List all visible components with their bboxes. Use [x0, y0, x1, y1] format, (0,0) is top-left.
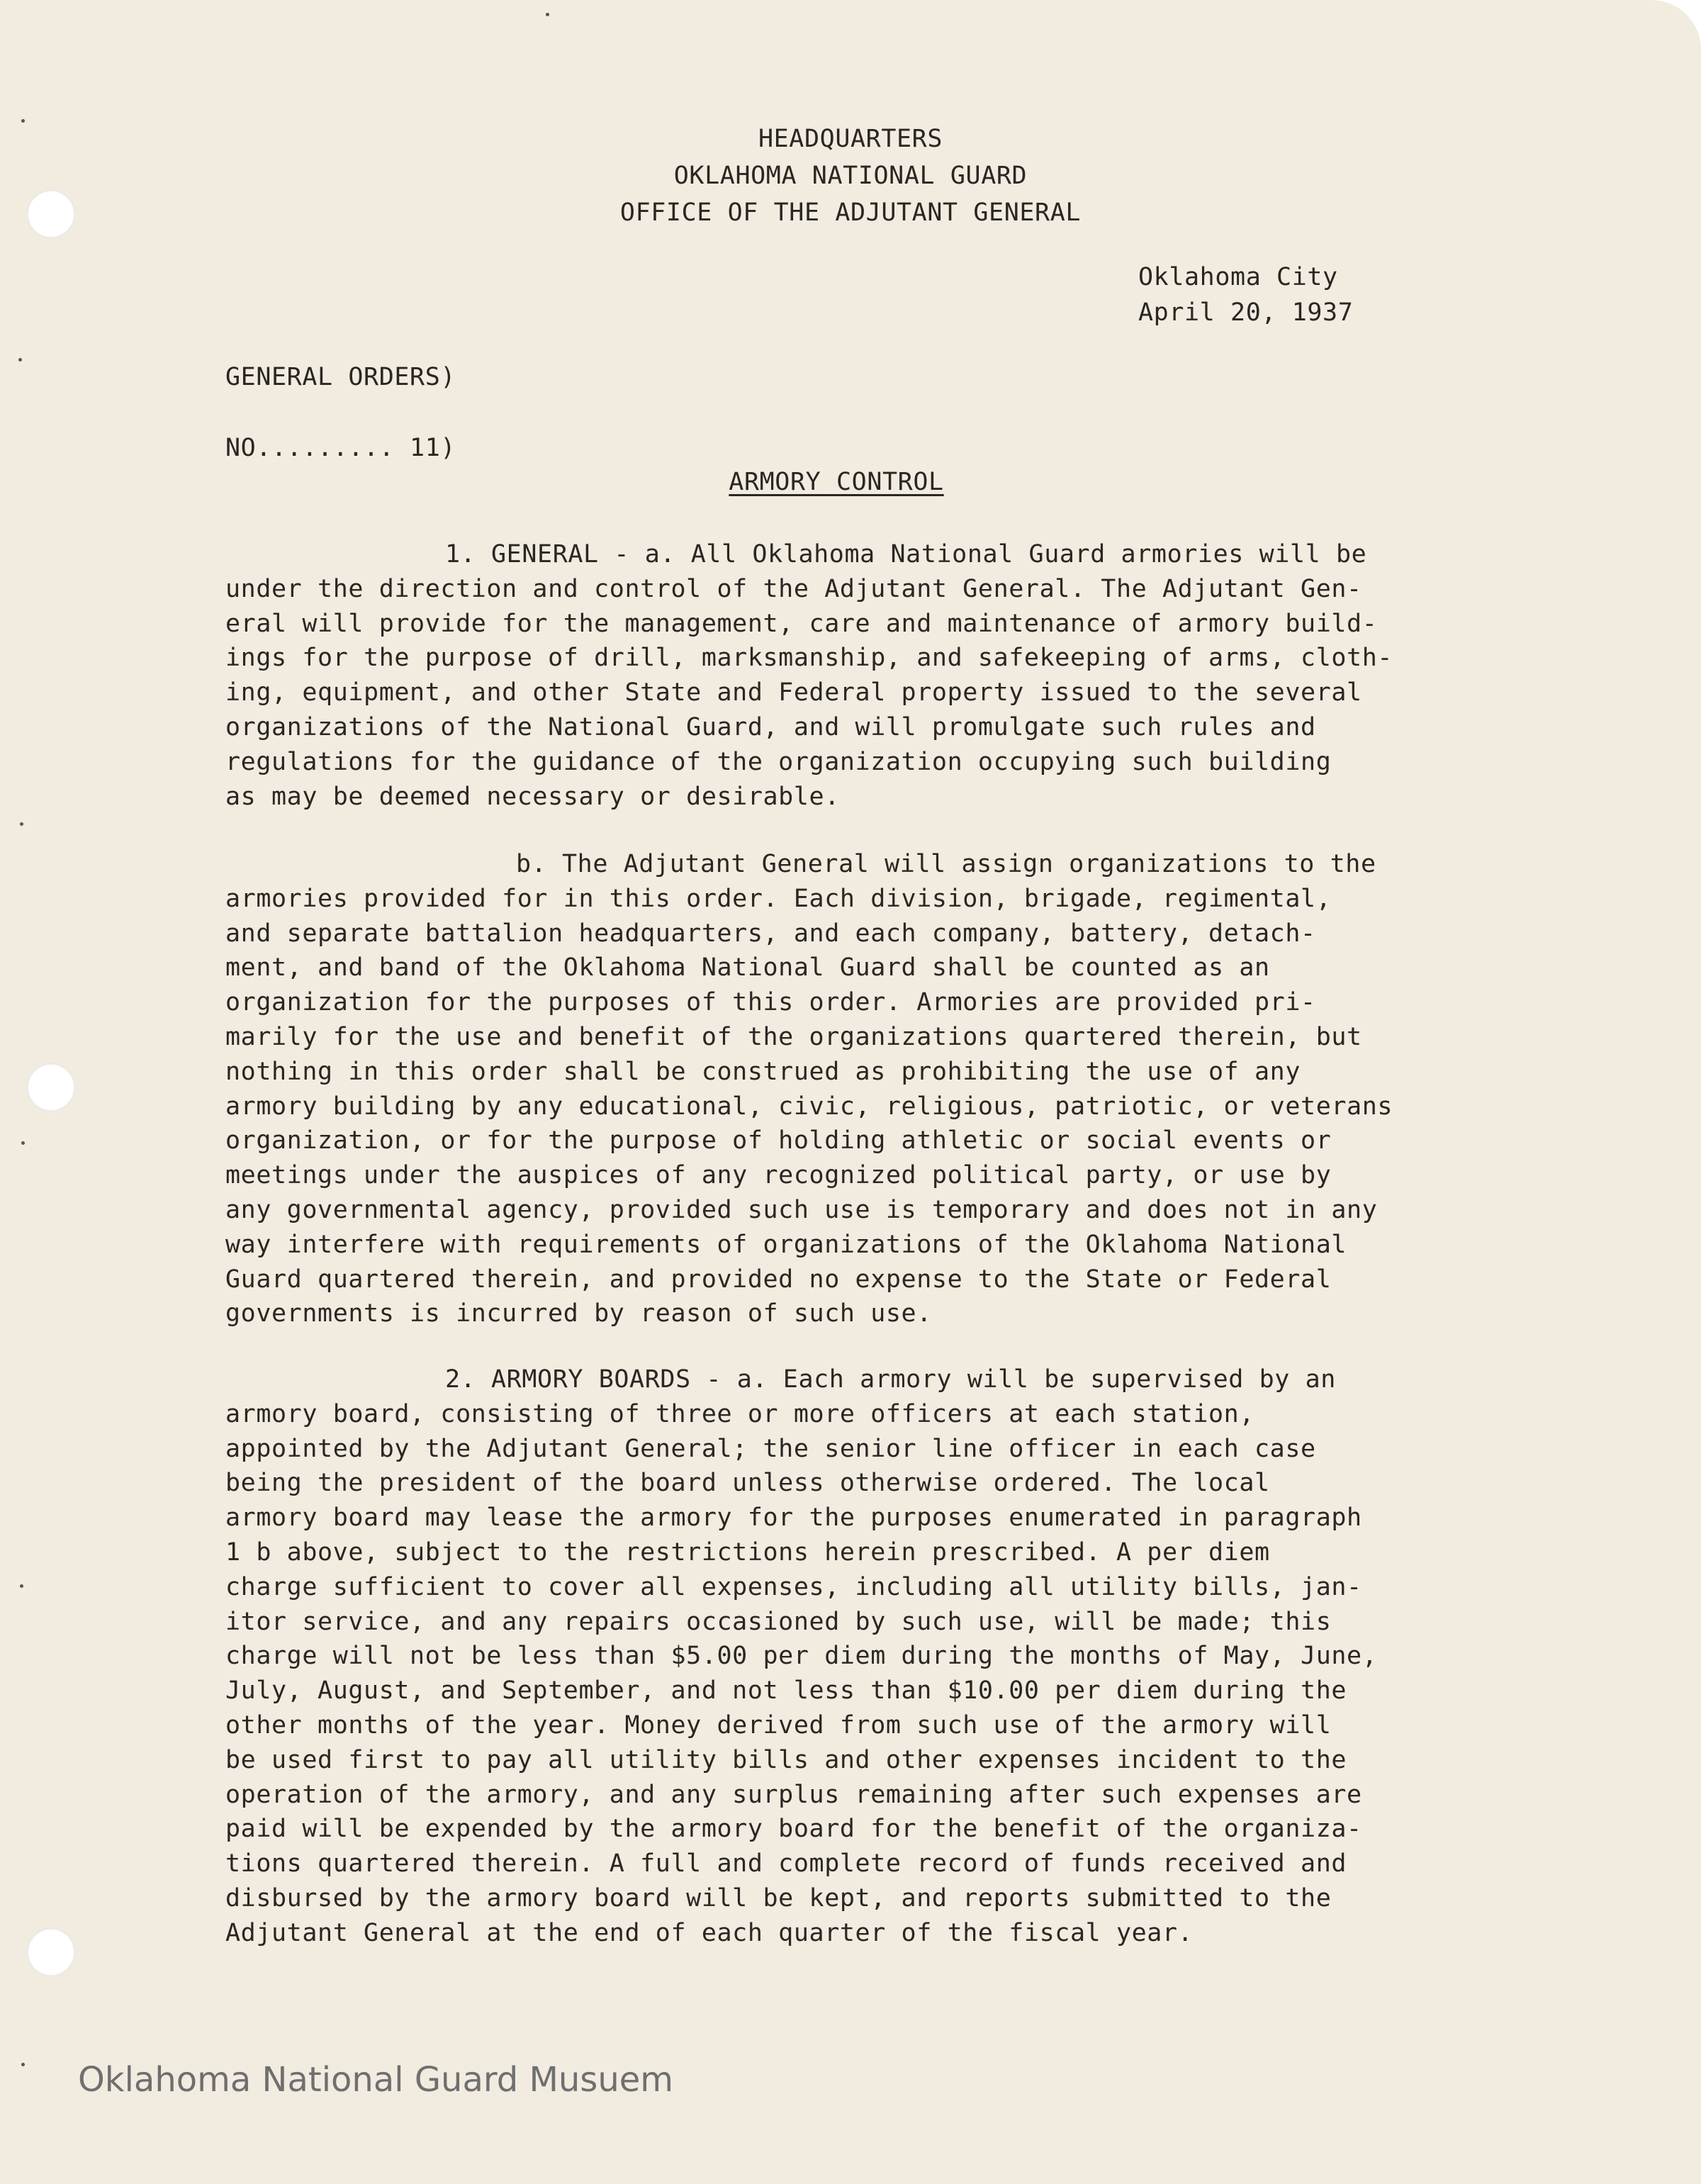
- text-line: b. The Adjutant General will assign organizations to the: [516, 850, 1376, 878]
- text-line: under the direction and control of the Adjutant General. The Adjutant Gen-: [225, 574, 1362, 603]
- paper-speck: [21, 1141, 25, 1145]
- subject-title: ARMORY CONTROL: [729, 468, 944, 496]
- museum-watermark: Oklahoma National Guard Musuem: [78, 2060, 674, 2100]
- paper-speck: [546, 13, 549, 16]
- binder-hole: [27, 1063, 75, 1111]
- text-line: charge will not be less than $5.00 per diem during the months of May, June,: [225, 1642, 1378, 1671]
- text-line: appointed by the Adjutant General; the senior line officer in each case: [225, 1434, 1316, 1463]
- text-line: other months of the year. Money derived from such use of the armory will: [225, 1710, 1332, 1740]
- text-line: organization, or for the purpose of holding athletic or social events or: [225, 1126, 1332, 1155]
- text-line: ing, equipment, and other State and Federal property issued to the several: [225, 678, 1362, 707]
- text-line: charge sufficient to cover all expenses, including all utility bills, jan-: [225, 1572, 1362, 1601]
- paragraph-1a: [225, 537, 1558, 814]
- text-line: armories provided for in this order. Each division, brigade, regimental,: [225, 884, 1332, 913]
- letterhead: [0, 121, 1701, 231]
- letterhead-line: OKLAHOMA NATIONAL GUARD: [673, 162, 1028, 190]
- date: April 20, 1937: [1138, 298, 1354, 327]
- text-line: as may be deemed necessary or desirable.: [225, 782, 840, 811]
- text-line: nothing in this order shall be construed as prohibiting the use of any: [225, 1057, 1301, 1086]
- text-line: regulations for the guidance of the organization occupying such building: [225, 747, 1332, 776]
- paragraph-2a: [225, 1362, 1558, 1951]
- text-line: ings for the purpose of drill, marksmanship, and safekeeping of arms, cloth-: [225, 644, 1393, 673]
- text-line: operation of the armory, and any surplus remaining after such expenses are: [225, 1780, 1362, 1809]
- text-line: Guard quartered therein, and provided no expense to the State or Federal: [225, 1265, 1332, 1294]
- order-number: NO......... 11): [225, 434, 456, 462]
- text-line: and separate battalion headquarters, and each company, battery, detach-: [225, 919, 1316, 948]
- text-line: be used first to pay all utility bills and other expenses incident to the: [225, 1745, 1347, 1774]
- paragraph-1b: [225, 847, 1558, 1331]
- text-line: tions quartered therein. A full and complete record of funds received and: [225, 1849, 1347, 1878]
- text-line: 1. GENERAL - a. All Oklahoma National Guard armories will be: [445, 540, 1367, 569]
- text-line: armory board may lease the armory for the purposes enumerated in paragraph: [225, 1503, 1362, 1533]
- text-line: way interfere with requirements of organizations of the Oklahoma National: [225, 1230, 1347, 1259]
- text-line: armory building by any educational, civic, religious, patriotic, or veterans: [225, 1092, 1393, 1121]
- text-line: any governmental agency, provided such use is temporary and does not in any: [225, 1195, 1378, 1224]
- paper-speck: [18, 358, 22, 362]
- text-line: governments is incurred by reason of such use.: [225, 1299, 932, 1328]
- text-line: 2. ARMORY BOARDS - a. Each armory will be supervised by an: [445, 1365, 1336, 1394]
- text-line: organizations of the National Guard, and will promulgate such rules and: [225, 712, 1316, 741]
- text-line: 1 b above, subject to the restrictions herein prescribed. A per diem: [225, 1538, 1270, 1567]
- text-line: itor service, and any repairs occasioned by such use, will be made; this: [225, 1607, 1332, 1636]
- text-line: armory board, consisting of three or more officers at each station,: [225, 1399, 1255, 1428]
- city: Oklahoma City: [1138, 263, 1338, 291]
- text-line: eral will provide for the management, care and maintenance of armory build-: [225, 609, 1378, 638]
- text-line: Adjutant General at the end of each quarter of the fiscal year.: [225, 1918, 1194, 1947]
- text-line: ment, and band of the Oklahoma National Guard shall be counted as an: [225, 953, 1270, 982]
- paper-speck: [20, 1584, 23, 1588]
- text-line: July, August, and September, and not less than $10.00 per diem during the: [225, 1676, 1347, 1706]
- general-orders-label: GENERAL ORDERS): [225, 363, 456, 391]
- subject-heading: [0, 468, 1673, 496]
- binder-hole: [27, 1928, 75, 1976]
- paper-speck: [20, 822, 23, 826]
- text-line: organization for the purposes of this order. Armories are provided pri-: [225, 988, 1316, 1017]
- text-line: disbursed by the armory board will be kept, and reports submitted to the: [225, 1883, 1332, 1913]
- place-and-date: [1138, 259, 1353, 330]
- text-line: being the president of the board unless otherwise ordered. The local: [225, 1469, 1270, 1498]
- text-line: marily for the use and benefit of the organizations quartered therein, but: [225, 1022, 1362, 1051]
- letterhead-line: HEADQUARTERS: [758, 125, 943, 153]
- paper-speck: [21, 2063, 25, 2066]
- text-line: paid will be expended by the armory board for the benefit of the organiza-: [225, 1815, 1362, 1844]
- letterhead-line: OFFICE OF THE ADJUTANT GENERAL: [619, 198, 1082, 227]
- text-line: meetings under the auspices of any recognized political party, or use by: [225, 1161, 1332, 1190]
